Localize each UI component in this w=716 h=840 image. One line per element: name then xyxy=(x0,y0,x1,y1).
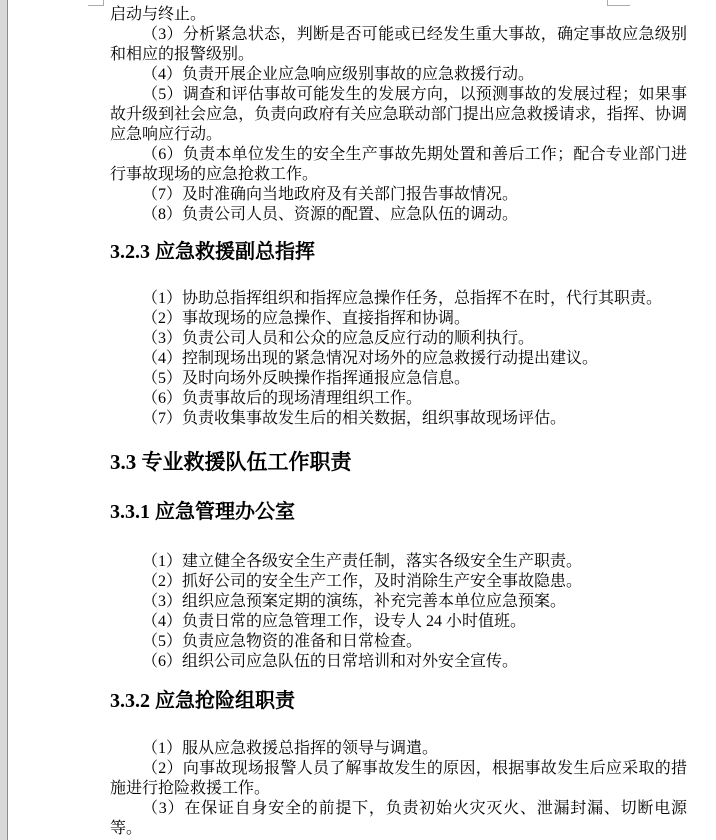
paragraph-item[interactable]: （6）组织公司应急队伍的日常培训和对外安全宣传。 xyxy=(142,653,519,670)
paragraph-item[interactable]: （4）负责日常的应急管理工作，设专人 24 小时值班。 xyxy=(142,613,527,630)
paragraph-item[interactable]: （8）负责公司人员、资源的配置、应急队伍的调动。 xyxy=(142,206,519,223)
paragraph-item[interactable]: （5）负责应急物资的准备和日常检查。 xyxy=(142,633,423,650)
text-boundary-mark-top-right xyxy=(607,0,630,6)
document-page[interactable] xyxy=(7,0,716,840)
paragraph-item[interactable]: （3）在保证自身安全的前提下，负责初始火灾灭火、泄漏封漏、切断电源等。 xyxy=(110,800,687,837)
paragraph-item[interactable]: （1）协助总指挥组织和指挥应急操作任务，总指挥不在时，代行其职责。 xyxy=(142,290,663,307)
paragraph-item[interactable]: （5）及时向场外反映操作指挥通报应急信息。 xyxy=(142,370,471,387)
paragraph-continuation[interactable]: 启动与终止。 xyxy=(110,6,207,23)
heading-3-2-3[interactable]: 3.2.3 应急救援副总指挥 xyxy=(110,241,315,263)
paragraph-item[interactable]: （2）抓好公司的安全生产工作，及时消除生产安全事故隐患。 xyxy=(142,573,583,590)
paragraph-item[interactable]: （7）负责收集事故发生后的相关数据，组织事故现场评估。 xyxy=(142,410,567,427)
paragraph-item[interactable]: （3）负责公司人员和公众的应急反应行动的顺利执行。 xyxy=(142,330,535,347)
paragraph-item[interactable]: （4）控制现场出现的紧急情况对场外的应急救援行动提出建议。 xyxy=(142,350,599,367)
paragraph-item[interactable]: （5）调查和评估事故可能发生的发展方向，以预测事故的发展过程；如果事故升级到社会应急，负责向政府有关应急联动部门提出应急救援请求，指挥、协调应急响应行动。 xyxy=(110,86,687,143)
paragraph-item[interactable]: （4）负责开展企业应急响应级别事故的应急救援行动。 xyxy=(142,66,535,83)
paragraph-item[interactable]: （7）及时准确向当地政府及有关部门报告事故情况。 xyxy=(142,186,519,203)
paragraph-item[interactable]: （1）建立健全各级安全生产责任制，落实各级安全生产职责。 xyxy=(142,553,583,570)
paragraph-item[interactable]: （6）负责事故后的现场清理组织工作。 xyxy=(142,390,423,407)
paragraph-item[interactable]: （1）服从应急救援总指挥的领导与调遣。 xyxy=(142,740,439,757)
heading-3-3-2[interactable]: 3.3.2 应急抢险组职责 xyxy=(110,690,295,712)
heading-3-3-1[interactable]: 3.3.1 应急管理办公室 xyxy=(110,501,295,523)
paragraph-item[interactable]: （3）分析紧急状态，判断是否可能或已经发生重大事故，确定事故应急级别和相应的报警级别。 xyxy=(110,26,687,63)
heading-3-3[interactable]: 3.3 专业救援队伍工作职责 xyxy=(110,450,352,474)
text-boundary-mark-top-left xyxy=(88,0,104,6)
paragraph-item[interactable]: （2）向事故现场报警人员了解事故发生的原因，根据事故发生后应采取的措施进行抢险救援工作。 xyxy=(110,760,687,797)
paragraph-item[interactable]: （6）负责本单位发生的安全生产事故先期处置和善后工作；配合专业部门进行事故现场的应急抢救工作。 xyxy=(110,146,687,183)
paragraph-item[interactable]: （3）组织应急预案定期的演练，补充完善本单位应急预案。 xyxy=(142,593,567,610)
paragraph-item[interactable]: （2）事故现场的应急操作、直接指挥和协调。 xyxy=(142,310,471,327)
